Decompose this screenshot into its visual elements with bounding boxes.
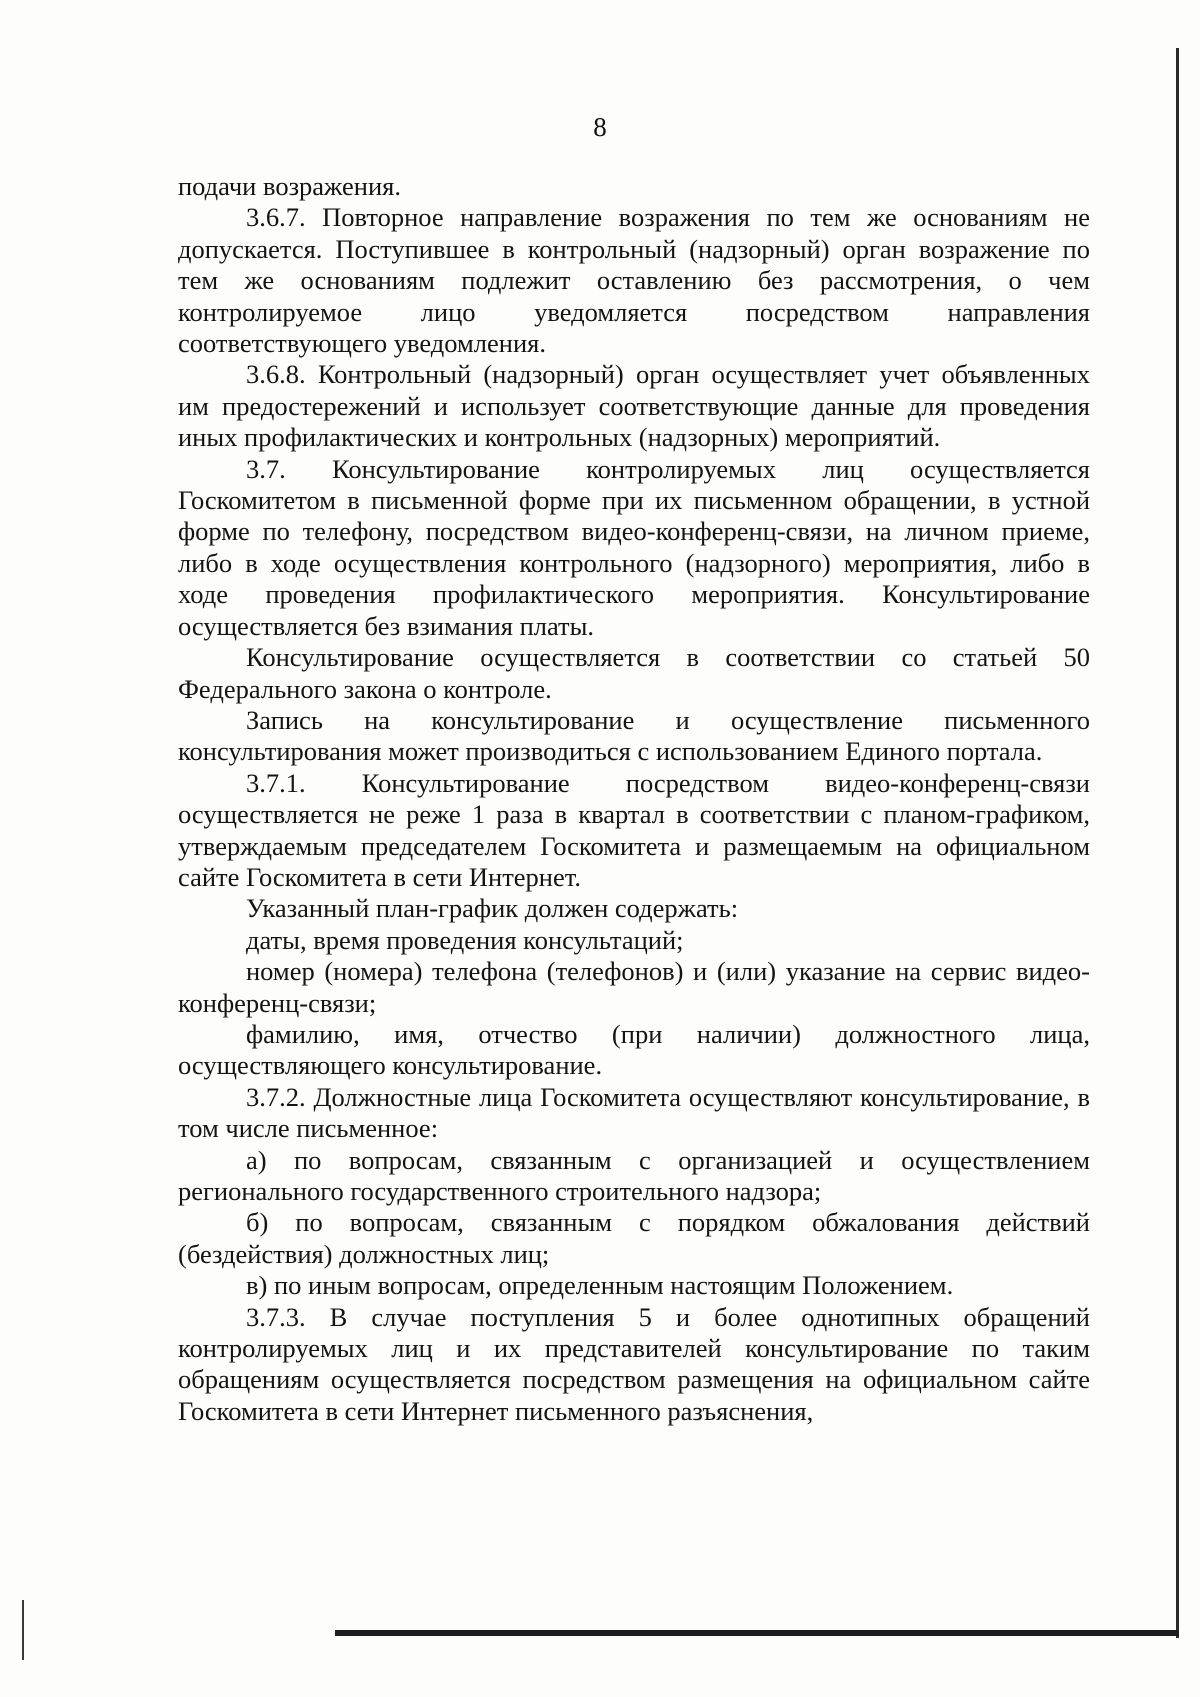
paragraph-3-7-3: 3.7.3. В случае поступления 5 и более однотипных обращений контролируемых лиц и их представителей консультирование по таким обращениям осуществляется посредством размещения на официальном сайте Госкомитета в сети Интернет письменного разъяснения, bbox=[178, 1301, 1090, 1426]
page-number: 8 bbox=[593, 112, 607, 142]
list-item-phone: номер (номера) телефона (телефонов) и (или) указание на сервис видео-конференц-связи; bbox=[178, 956, 1090, 1018]
paragraph-3-7-2: 3.7.2. Должностные лица Госкомитета осуществляют консультирование, в том числе письменное: bbox=[178, 1081, 1090, 1144]
paragraph-article-50: Консультирование осуществляется в соответствии со статьей 50 Федерального закона о контроле. bbox=[178, 642, 1090, 704]
paragraph-plan-contents: Указанный план-график должен содержать: bbox=[246, 893, 739, 924]
paragraph-portal: Запись на консультирование и осуществление письменного консультирования может производиться с использованием Единого портала. bbox=[178, 704, 1090, 767]
paragraph-continuation: подачи возражения. bbox=[178, 171, 401, 201]
paragraph-3-6-7: 3.6.7. Повторное направление возражения по тем же основаниям не допускается. Поступившее в контрольный (надзорный) орган возражение по тем же основаниям подлежит оставлению без рассмотрения, о чем контролируемое лицо уведомляется посредством направления соответствующего уведомления. bbox=[178, 202, 1090, 359]
paragraph-3-6-8: 3.6.8. Контрольный (надзорный) орган осуществляет учет объявленных им предостережений и использует соответствующие данные для проведения иных профилактических и контрольных (надзорных) мероприятий. bbox=[178, 359, 1090, 453]
list-item-a: а) по вопросам, связанным с организацией и осуществлением регионального государственного строительного надзора; bbox=[178, 1144, 1090, 1206]
paragraph-3-7: 3.7. Консультирование контролируемых лиц осуществляется Госкомитетом в письменной форме при их письменном обращении, в устной форме по телефону, посредством видео-конференц-связи, на личном приеме, либо в ходе осуществления контрольного (надзорного) мероприятия, либо в ходе проведения профилактического мероприятия. Консультирование осуществляется без взимания платы. bbox=[178, 453, 1090, 641]
paragraph-3-7-1: 3.7.1. Консультирование посредством видео-конференц-связи осуществляется не реже 1 раза в квартал в соответствии с планом-графиком, утверждаемым председателем Госкомитета и размещаемым на официальном сайте Госкомитета в сети Интернет. bbox=[178, 767, 1090, 892]
scan-border-bottom bbox=[335, 1630, 1179, 1636]
list-item-dates: даты, время проведения консультаций; bbox=[246, 924, 684, 955]
list-item-v: в) по иным вопросам, определенным настоящим Положением. bbox=[246, 1270, 954, 1301]
list-item-name: фамилию, имя, отчество (при наличии) должностного лица, осуществляющего консультирование. bbox=[178, 1018, 1090, 1081]
list-item-b: б) по вопросам, связанным с порядком обжалования действий (бездействия) должностных лиц; bbox=[178, 1207, 1090, 1269]
scan-border-right bbox=[1176, 48, 1179, 1638]
document-body bbox=[178, 171, 1090, 1427]
scan-border-left bbox=[22, 1600, 24, 1660]
